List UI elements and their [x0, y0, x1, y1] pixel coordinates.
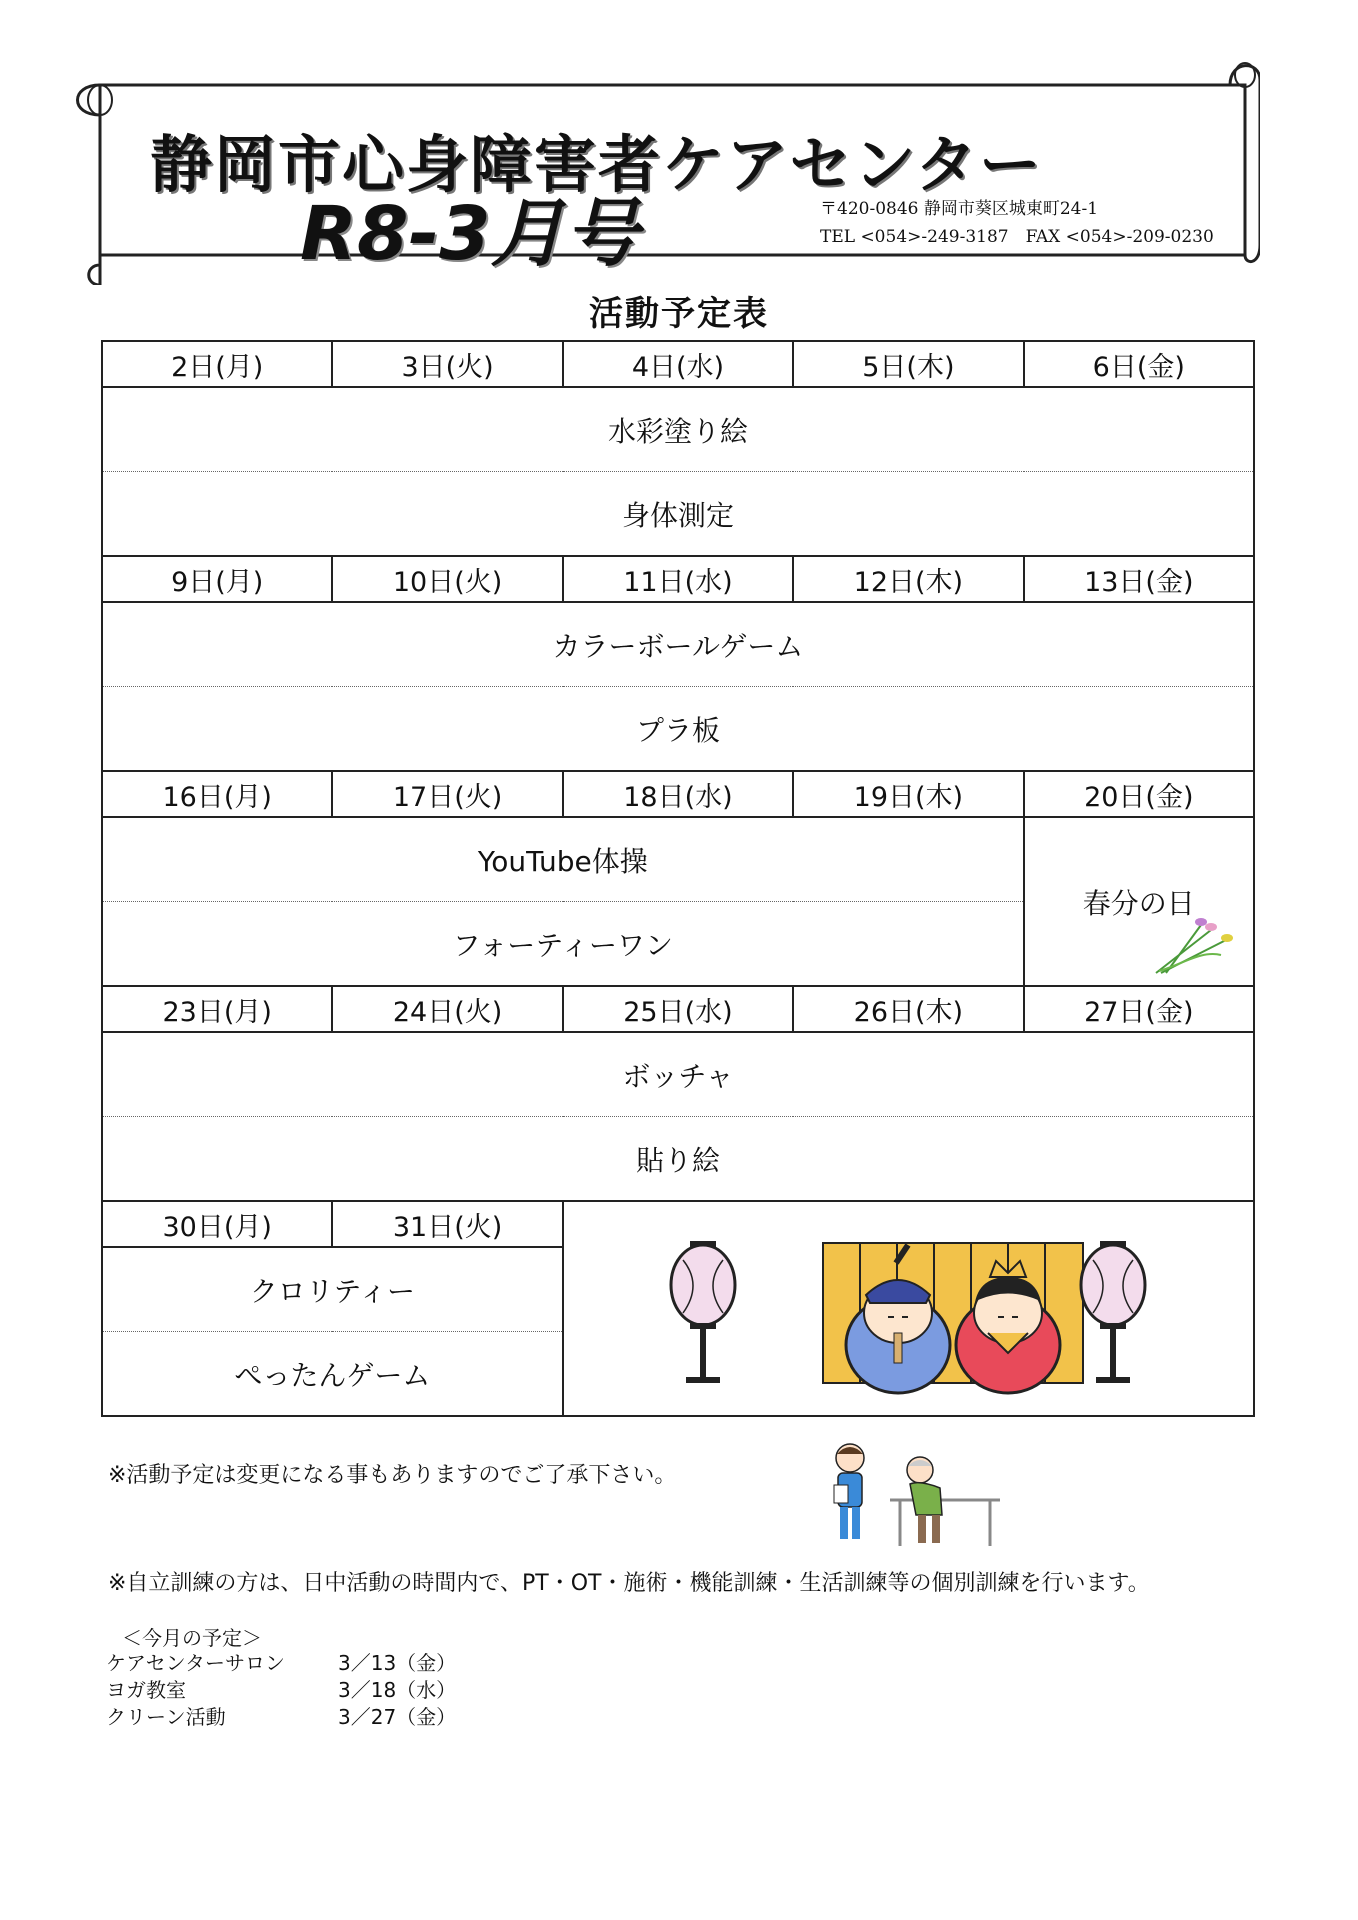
plan-item-date: 3／18（水） — [338, 1678, 457, 1702]
day-cell: 24日(火) — [332, 986, 562, 1032]
day-cell: 10日(火) — [332, 556, 562, 602]
change-notice: ※活動予定は変更になる事もありますのでご了承下さい。 — [108, 1463, 677, 1488]
activity-cell: 身体測定 — [102, 472, 1254, 557]
activity-cell: ぺったんゲーム — [102, 1332, 563, 1417]
day-cell: 30日(月) — [102, 1201, 332, 1247]
day-cell: 9日(月) — [102, 556, 332, 602]
day-cell: 27日(金) — [1024, 986, 1254, 1032]
day-cell: 16日(月) — [102, 771, 332, 817]
week-4-days — [102, 986, 1254, 1032]
activity-cell: YouTube体操 — [102, 817, 1024, 902]
holiday-label: 春分の日 — [1082, 886, 1195, 920]
plan-item-name: ケアセンターサロン — [106, 1651, 285, 1675]
monthly-plan-list — [106, 1650, 538, 1731]
schedule-title: 活動予定表 — [589, 294, 769, 334]
header-banner — [70, 55, 1260, 285]
day-cell: 19日(木) — [793, 771, 1023, 817]
activity-cell: ボッチャ — [102, 1032, 1254, 1117]
address: 〒420-0846 静岡市葵区城東町24-1 — [820, 199, 1099, 219]
day-cell: 4日(水) — [563, 341, 793, 387]
contact-info — [820, 195, 1214, 251]
week-2-days — [102, 556, 1254, 602]
walking-assistance-people-icon — [820, 1440, 1010, 1550]
day-cell: 2日(月) — [102, 341, 332, 387]
day-cell: 17日(火) — [332, 771, 562, 817]
day-cell: 18日(水) — [563, 771, 793, 817]
week-3-days — [102, 771, 1254, 817]
day-cell: 23日(月) — [102, 986, 332, 1032]
activity-cell: クロリティー — [102, 1247, 563, 1332]
holiday-cell — [1024, 817, 1254, 986]
plan-item-name: クリーン活動 — [106, 1705, 226, 1729]
day-cell: 3日(火) — [332, 341, 562, 387]
activity-cell: プラ板 — [102, 687, 1254, 772]
plan-item — [106, 1704, 538, 1731]
activity-cell: 貼り絵 — [102, 1117, 1254, 1202]
plan-item — [106, 1650, 538, 1677]
day-cell: 20日(金) — [1024, 771, 1254, 817]
plan-item-date: 3／27（金） — [338, 1705, 457, 1729]
plan-item-date: 3／13（金） — [338, 1651, 457, 1675]
organization-name: 静岡市心身障害者ケアセンター — [150, 128, 1043, 201]
day-cell: 11日(水) — [563, 556, 793, 602]
hina-dolls-cell — [563, 1201, 1254, 1416]
hina-dolls-icon — [608, 1205, 1208, 1405]
paper-lantern-icon — [1081, 1241, 1145, 1383]
day-cell: 12日(木) — [793, 556, 1023, 602]
day-cell: 25日(水) — [563, 986, 793, 1032]
week-1-days — [102, 341, 1254, 387]
issue-label: R8-3月号 — [300, 191, 639, 277]
paper-lantern-icon — [671, 1241, 735, 1383]
activity-cell: カラーボールゲーム — [102, 602, 1254, 687]
flower-icon — [1151, 915, 1241, 975]
day-cell: 13日(金) — [1024, 556, 1254, 602]
day-cell: 26日(木) — [793, 986, 1023, 1032]
plan-item — [106, 1677, 538, 1704]
week-5-days — [102, 1201, 1254, 1247]
activity-cell: 水彩塗り絵 — [102, 387, 1254, 472]
phone-fax: TEL <054>-249-3187 FAX <054>-209-0230 — [820, 227, 1214, 247]
day-cell: 31日(火) — [332, 1201, 562, 1247]
day-cell: 6日(金) — [1024, 341, 1254, 387]
activity-cell: フォーティーワン — [102, 902, 1024, 987]
monthly-plan-heading: ＜今月の予定＞ — [122, 1626, 262, 1650]
schedule-table — [101, 340, 1255, 1417]
day-cell: 5日(木) — [793, 341, 1023, 387]
plan-item-name: ヨガ教室 — [106, 1678, 186, 1702]
training-notice: ※自立訓練の方は、日中活動の時間内で、PT・OT・施術・機能訓練・生活訓練等の個別訓練を行います。 — [108, 1571, 1150, 1596]
